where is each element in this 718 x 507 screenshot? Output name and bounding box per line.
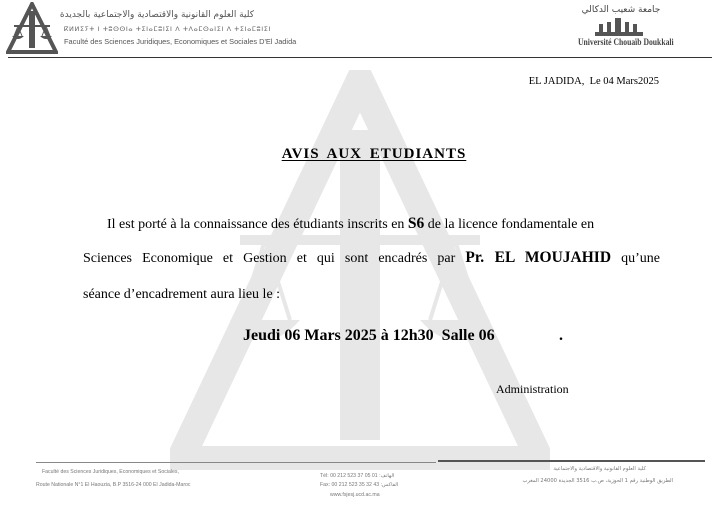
faculty-header: [6, 2, 297, 54]
footer-address-line-1: Faculté des Sciences Juridiques, Economiques et Sociales,: [42, 469, 179, 475]
footer-divider-right: [438, 460, 705, 462]
paragraph-line-2: [83, 251, 660, 266]
faculty-logo: [6, 2, 58, 54]
semester-code: S6: [407, 215, 425, 232]
text-segment: Il est porté à la connaissance des étudiants inscrits en: [107, 217, 408, 232]
footer-address-line-2: Route Nationale N°1 El Haouzia, B.P 3516-24 000 El Jadida-Maroc: [36, 482, 191, 488]
footer-arabic-line-2: الطريق الوطنية رقم 1 الحوزية، ص.ب 3516 الجديدة 24000 المغرب: [522, 478, 673, 484]
text-segment: Sciences Economique et Gestion et qui sont encadrés par: [83, 251, 466, 266]
session-end-period: .: [559, 327, 563, 344]
university-logo: [593, 16, 645, 38]
professor-name: Pr. EL MOUJAHID: [465, 249, 612, 266]
footer-phone: Tél: 00 212 523 37 05 01 :الهاتف: [320, 473, 395, 479]
faculty-watermark: [170, 70, 550, 470]
footer-arabic-line-1: كلية العلوم القانونية والاقتصادية والاجتماعية: [553, 466, 646, 472]
paragraph-line-3: séance d’encadrement aura lieu le :: [83, 287, 281, 302]
notice-title: AVIS AUX ETUDIANTS: [281, 146, 467, 162]
session-details: Jeudi 06 Mars 2025 à 12h30 Salle 06: [243, 327, 495, 344]
faculty-name-tifinagh: ⴽⵍⵍⵉⵢⵜ ⵏ ⵜⵓⵙⵙⵏⴰ ⵜⵉⵏⴰⵎⵓⵏⵉⵏ ⴷ ⵜⴷⴰⵎⵙⴰⵏⵉⵏ ⴷ ⵜⵉⵏⴰⵎⵓⵏⵉⵏ: [64, 25, 272, 33]
paragraph-line-1: [83, 217, 660, 232]
faculty-name-arabic: كلية العلوم القانونية والاقتصادية والاجتماعية بالجديدة: [59, 10, 254, 20]
footer-fax: Fax: 00 212 523 35 32 43 :الفاكس: [320, 482, 399, 488]
university-name-arabic: جامعة شعيب الدكالي: [581, 5, 661, 15]
footer-divider-left: [36, 462, 436, 463]
footer-website: www.fsjesj.ucd.ac.ma: [330, 492, 380, 498]
signature-administration: Administration: [496, 382, 569, 396]
faculty-name-french: Faculté des Sciences Juridiques, Economiques et Sociales D'El Jadida: [64, 37, 297, 46]
date-line: EL JADIDA, Le 04 Mars2025: [528, 76, 659, 87]
text-segment: qu’une: [611, 251, 660, 266]
university-header: [575, 2, 674, 52]
text-segment: de la licence fondamentale en: [424, 217, 595, 232]
university-name-french: Université Chouaïb Doukkali: [578, 37, 674, 47]
header-divider: [8, 57, 712, 58]
